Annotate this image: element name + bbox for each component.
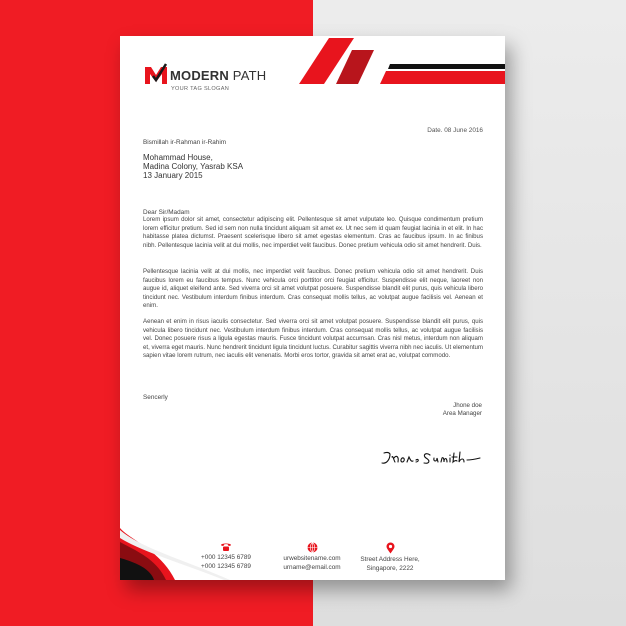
signer-name: Jhone doe <box>453 402 482 409</box>
phone-number[interactable]: +000 12345 6789 <box>201 554 251 561</box>
handwritten-signature <box>378 449 483 467</box>
letter-closing: Sencerly <box>143 394 168 401</box>
letter-salutation: Dear Sir/Madam <box>143 209 190 216</box>
brand-tagline: YOUR TAG SLOGAN <box>171 86 230 92</box>
footer-phone <box>190 542 262 571</box>
m-checkmark-logo-icon <box>144 63 168 85</box>
letter-date: Date. 08 June 2016 <box>427 127 483 134</box>
location-pin-icon <box>386 542 395 554</box>
body-paragraph: Aenean et enim in risus iaculis consectetur. Sed viverra orci sit amet volutpat posuere. Suspendisse blandit elit purus, quis vehicula libero tincidunt nec. Vestibulum interdum finibus interdum. Cras consequat mollis tellus, ac volutpat augue facilisis vel. Donec posuere risus a ligula egestas mauris. Fusce tincidunt volutpat accumsan. Cras nisl metus, interdum non aliquam et, viverra eget mauris. Nunc hendrerit tincidunt ligula tincidunt luctus. Curabitur sagittis viverra nibh nec iaculis. Ut elementum sapien vitae lorem rutrum, nec iaculis elit venenatis. Morbi eros tortor, gravida sit amet erat ac, volutpat commodo. <box>143 318 483 360</box>
signer-title: Area Manager <box>442 410 482 418</box>
address-line: Mohammad House, <box>143 153 213 162</box>
footer-web <box>276 542 348 572</box>
globe-icon <box>307 542 318 553</box>
brand-name-light: PATH <box>232 68 267 83</box>
street-address: Street Address Here, <box>360 556 420 563</box>
phone-number[interactable]: +000 12345 6789 <box>201 562 251 570</box>
address-line: 13 January 2015 <box>143 171 203 180</box>
letterhead-page <box>120 36 505 580</box>
telephone-icon <box>220 542 232 552</box>
signer-block <box>443 402 482 418</box>
body-paragraph: Pellentesque lacinia velit at dui mollis, nec imperdiet velit faucibus. Donec pretium vehicula odio sit amet hendrerit. Duis faucibus lorem eu faucibus tempus. Nunc vehicula orci porttitor orci feugiat efficitur. Suspendisse elit neque, laoreet non augue id, aliquet eleifend ante. Sed viverra orci sit amet volutpat posuere. Suspendisse blandit elit purus, quis vehicula libero tincidunt nec. Vestibulum interdum finibus interdum. Cras consequat mollis tellus, ac volutpat augue facilisis vel. Aenean et enim. <box>143 268 483 310</box>
brand-name-bold: MODERN <box>170 68 229 83</box>
brand-name <box>170 68 266 83</box>
footer-address <box>354 542 426 573</box>
email-link[interactable]: urname@email.com <box>283 563 341 571</box>
body-paragraph: Lorem ipsum dolor sit amet, consectetur adipiscing elit. Pellentesque sit amet vulputate leo. Quisque condimentum pretium lorem efficitur pretium. Sed id sem non nulla tincidunt aliquam sit amet ex. Ut nec sem id quam feugiat lacinia in et elit. In hac habitasse platea dictumst. Praesent scelerisque libero sit amet egestas elementum. Cras ac faucibus ipsum. In ac finibus nibh. Pellentesque lacinia velit at dui mollis, nec imperdiet velit faucibus. Donec pretium vehicula odio sit amet hendrerit. Duis. <box>143 216 483 249</box>
website-link[interactable]: urwebsitename.com <box>283 555 341 562</box>
letter-greeting: Bismillah ir-Rahman ir-Rahim <box>143 139 227 146</box>
address-line: Madina Colony, Yasrab KSA <box>143 162 244 171</box>
city-address: Singapore, 2222 <box>366 564 414 572</box>
header-stripes-decoration <box>296 36 505 96</box>
recipient-address <box>143 153 243 180</box>
